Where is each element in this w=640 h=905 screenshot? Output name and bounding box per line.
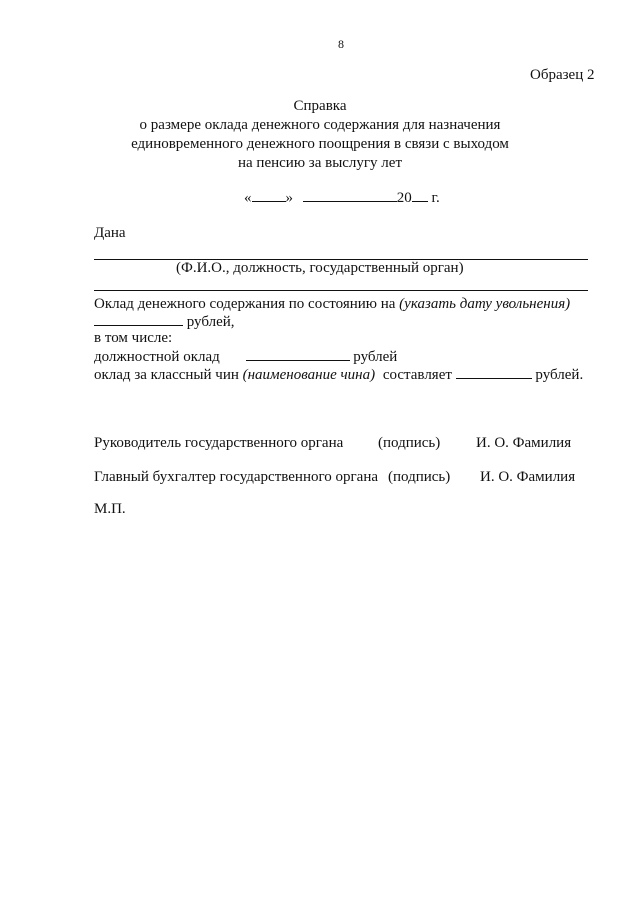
salary-amount-blank (94, 313, 183, 326)
class-rank-label: оклад за классный чин (94, 367, 239, 383)
accountant-signature-sign: (подпись) (388, 469, 451, 485)
class-rank-hint: (наименование чина) (242, 367, 376, 383)
salary-amount-unit: рублей, (186, 314, 235, 330)
document-title: Справка (293, 98, 347, 114)
day-blank (252, 189, 286, 202)
class-rank-verb: составляет (382, 367, 452, 383)
sample-label: Образец 2 (530, 67, 595, 83)
document-subtitle-line-1: о размере оклада денежного содержания для назначения (139, 117, 501, 133)
head-signature-name: И. О. Фамилия (476, 435, 572, 451)
stamp-label: М.П. (94, 501, 126, 517)
position-salary-unit: рублей (353, 349, 398, 365)
position-salary-row (94, 348, 397, 365)
accountant-signature-title: Главный бухгалтер государственного органа (94, 469, 379, 485)
date-line (244, 189, 440, 206)
document-subtitle-line-2: единовременного денежного поощрения в связи с выходом (131, 136, 509, 152)
position-salary-blank (246, 348, 350, 361)
fio-caption: (Ф.И.О., должность, государственный орган) (176, 260, 464, 276)
head-signature-sign: (подпись) (378, 435, 441, 451)
issued-to-label: Дана (94, 225, 126, 241)
salary-intro (94, 296, 570, 312)
position-salary-label: должностной оклад (94, 349, 220, 365)
class-rank-row (94, 366, 583, 383)
month-blank (303, 189, 397, 202)
date-close-quote: » (285, 190, 293, 206)
page-number: 8 (338, 37, 344, 51)
salary-intro-text: Оклад денежного содержания по состоянию на (94, 296, 396, 312)
salary-intro-hint: (указать дату увольнения) (399, 296, 571, 312)
including-label: в том числе: (94, 330, 173, 346)
document-subtitle-line-3: на пенсию за выслугу лет (237, 155, 403, 171)
head-signature-title: Руководитель государственного органа (94, 435, 344, 451)
salary-amount-line (94, 313, 235, 330)
year-blank (412, 189, 428, 202)
class-rank-unit: рублей. (535, 367, 584, 383)
accountant-signature-name: И. О. Фамилия (480, 469, 576, 485)
class-rank-blank (456, 366, 532, 379)
fio-line (94, 290, 588, 291)
year-prefix: 20 (396, 190, 412, 206)
year-suffix: г. (431, 190, 440, 206)
date-open-quote: « (244, 190, 252, 206)
